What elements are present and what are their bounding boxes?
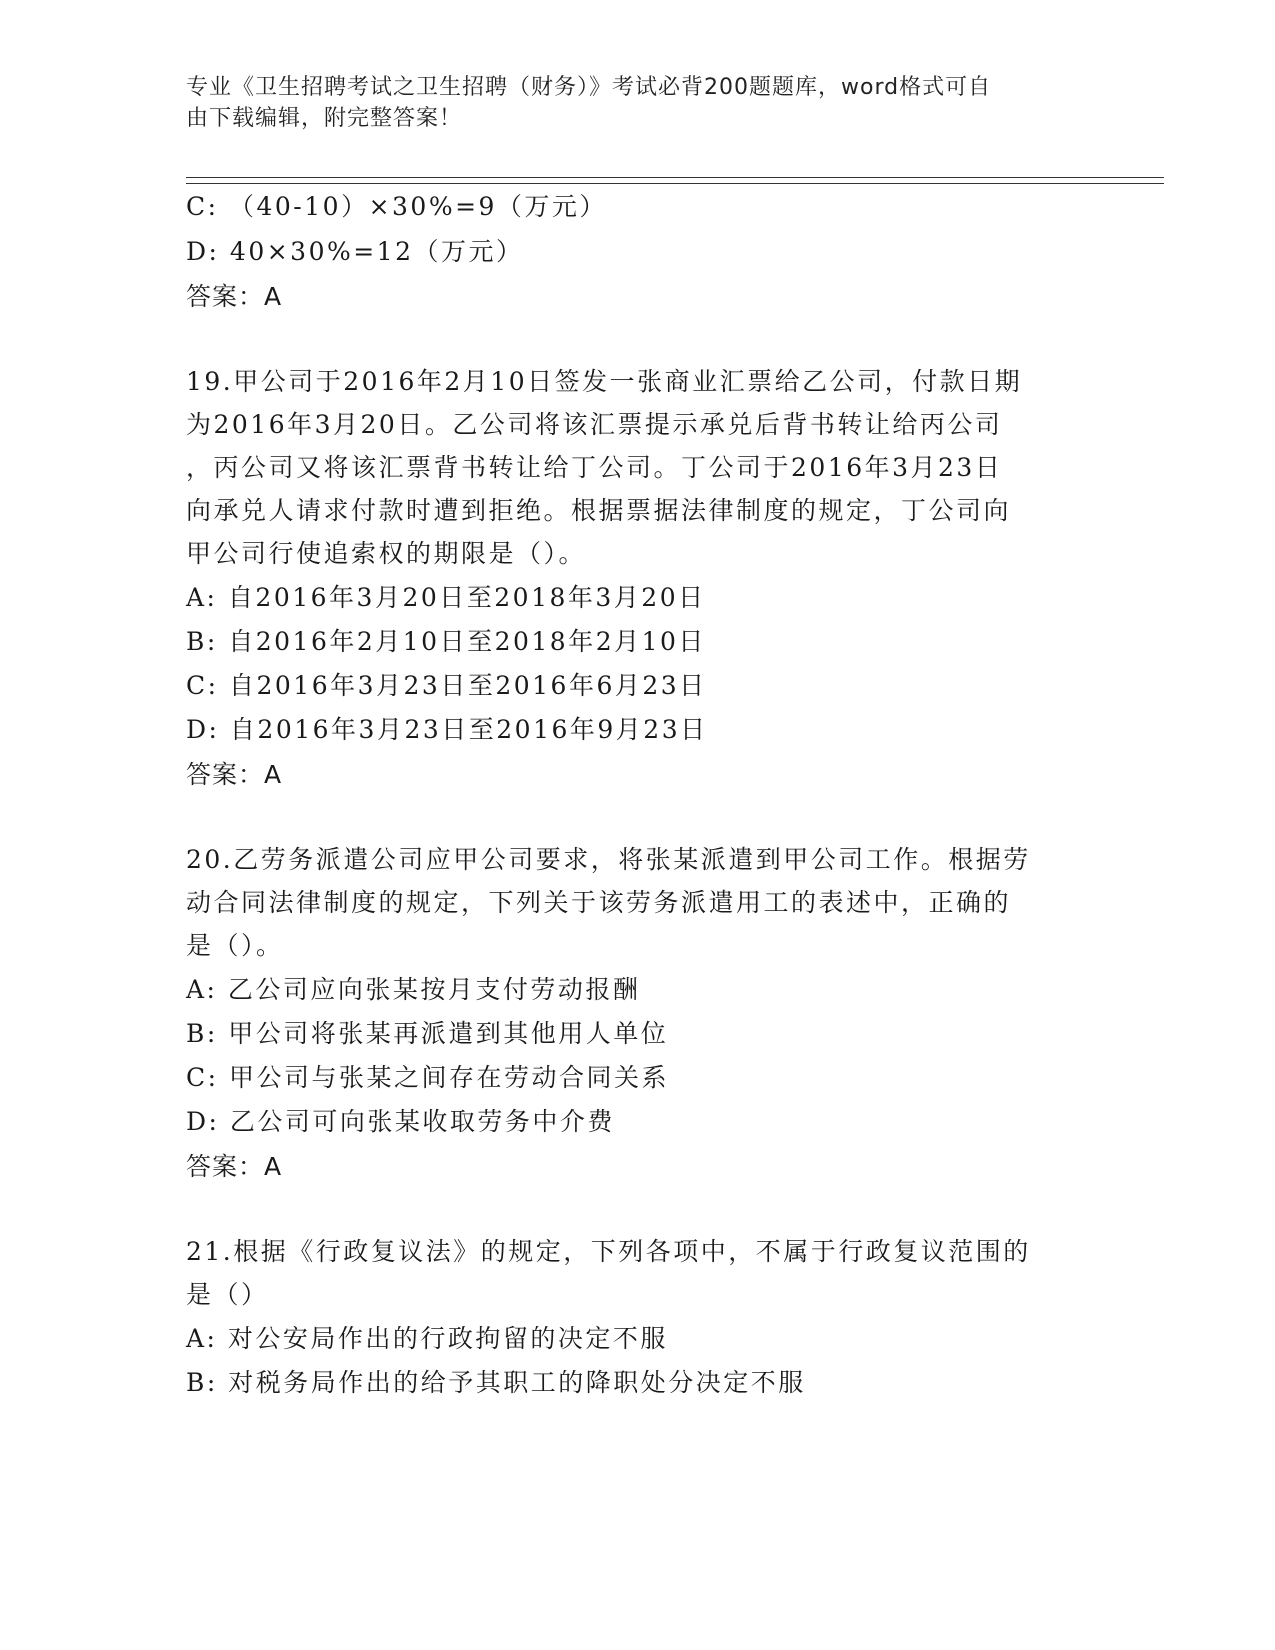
question-21-option-a: A: 对公安局作出的行政拘留的决定不服	[186, 1324, 668, 1353]
question-19-option-a: A: 自2016年3月20日至2018年3月20日	[186, 583, 706, 612]
question-20-stem-line: 动合同法律制度的规定，下列关于该劳务派遣用工的表述中，正确的	[186, 888, 1012, 917]
question-20-stem-line: 20.乙劳务派遣公司应甲公司要求，将张某派遣到甲公司工作。根据劳	[186, 845, 1031, 874]
question-19-stem-line: 19.甲公司于2016年2月10日签发一张商业汇票给乙公司，付款日期	[186, 367, 1023, 396]
question-20-answer: 答案：A	[186, 1152, 283, 1181]
question-19-option-b: B: 自2016年2月10日至2018年2月10日	[186, 627, 706, 656]
question-19-stem-line: 向承兑人请求付款时遭到拒绝。根据票据法律制度的规定，丁公司向	[186, 496, 1012, 525]
question-20-option-d: D: 乙公司可向张某收取劳务中介费	[186, 1107, 615, 1136]
question-19-option-d: D: 自2016年3月23日至2016年9月23日	[186, 715, 708, 744]
option-d: D: 40×30%=12（万元）	[186, 237, 524, 266]
question-20-stem-line: 是（）。	[186, 931, 284, 960]
answer-line: 答案：A	[186, 282, 283, 311]
question-19-stem-line: 为2016年3月20日。乙公司将该汇票提示承兑后背书转让给丙公司	[186, 410, 1003, 439]
question-19-stem-line: 甲公司行使追索权的期限是（）。	[186, 539, 587, 568]
question-19-option-c: C: 自2016年3月23日至2016年6月23日	[186, 671, 707, 700]
question-21-option-b: B: 对税务局作出的给予其职工的降职处分决定不服	[186, 1368, 806, 1397]
document-header	[186, 72, 1086, 134]
question-21-stem-line: 是（）	[186, 1280, 269, 1309]
option-c: C: （40-10）×30%=9（万元）	[186, 192, 607, 221]
question-20-option-a: A: 乙公司应向张某按月支付劳动报酬	[186, 975, 641, 1004]
header-line-2: 由下载编辑，附完整答案！	[186, 106, 463, 131]
header-divider-bottom	[186, 183, 1164, 184]
question-20-option-b: B: 甲公司将张某再派遣到其他用人单位	[186, 1019, 669, 1048]
question-19-answer: 答案：A	[186, 760, 283, 789]
question-21-stem-line: 21.根据《行政复议法》的规定，下列各项中，不属于行政复议范围的	[186, 1237, 1031, 1266]
header-line-1: 专业《卫生招聘考试之卫生招聘（财务）》考试必背200题题库，word格式可自	[186, 75, 992, 100]
question-19-stem-line: ，丙公司又将该汇票背书转让给丁公司。丁公司于2016年3月23日	[186, 453, 1003, 482]
header-divider-top	[186, 177, 1164, 178]
question-20-option-c: C: 甲公司与张某之间存在劳动合同关系	[186, 1063, 669, 1092]
